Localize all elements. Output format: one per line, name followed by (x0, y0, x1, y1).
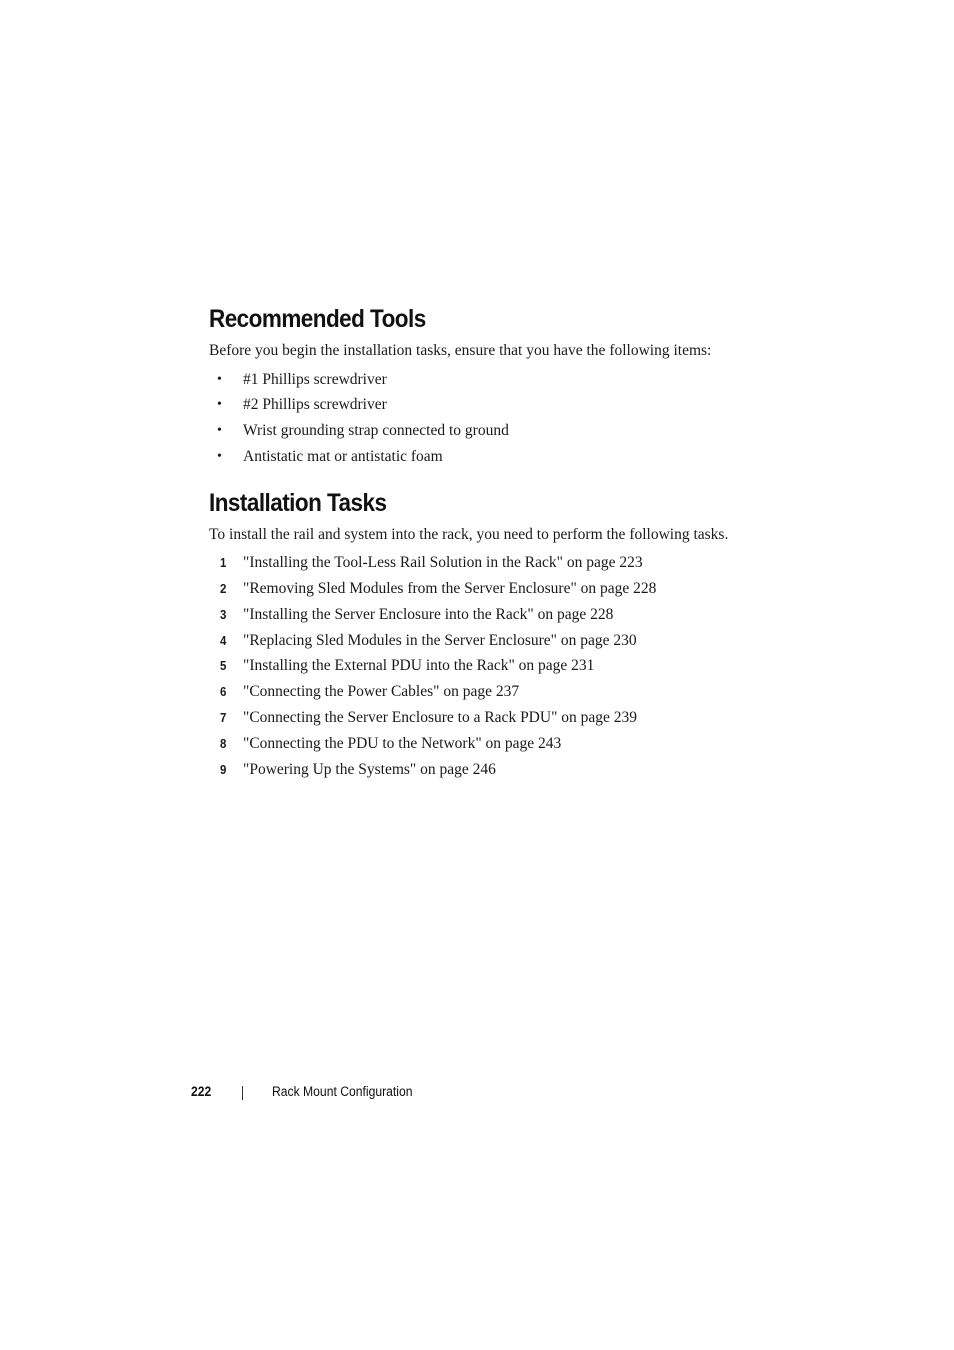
step-number: 8 (220, 735, 227, 751)
step-link[interactable]: "Installing the Tool-Less Rail Solution in the Rack" on page 223 (243, 554, 643, 572)
task-step (209, 602, 729, 628)
page-footer (0, 1084, 954, 1104)
page-content (209, 304, 729, 782)
bullet-icon: • (217, 423, 222, 439)
list-item-text: Antistatic mat or antistatic foam (243, 447, 443, 465)
list-item (209, 392, 729, 418)
page-number: 222 (191, 1084, 212, 1099)
step-number: 1 (220, 555, 227, 571)
task-step (209, 757, 729, 783)
list-item-text: Wrist grounding strap connected to ground (243, 422, 509, 440)
section-intro: Before you begin the installation tasks, ensure that you have the following items: (209, 342, 712, 359)
step-link[interactable]: "Installing the Server Enclosure into the Rack" on page 228 (243, 605, 614, 623)
step-number: 3 (220, 606, 227, 622)
task-step (209, 731, 729, 757)
list-item (209, 367, 729, 393)
bullet-icon: • (217, 371, 222, 387)
section-heading: Recommended Tools (209, 305, 426, 333)
step-link[interactable]: "Connecting the Server Enclosure to a Rack PDU" on page 239 (243, 708, 638, 726)
list-item (209, 418, 729, 444)
step-number: 6 (220, 684, 227, 700)
footer-chapter-title: Rack Mount Configuration (272, 1084, 413, 1099)
step-number: 7 (220, 709, 227, 725)
step-link[interactable]: "Installing the External PDU into the Rack" on page 231 (243, 657, 595, 675)
step-number: 9 (220, 761, 227, 777)
list-item (209, 444, 729, 470)
footer-divider (242, 1086, 243, 1100)
task-list (209, 550, 729, 782)
step-number: 5 (220, 658, 227, 674)
task-step (209, 576, 729, 602)
task-step (209, 705, 729, 731)
list-item-text: #1 Phillips screwdriver (243, 370, 387, 388)
section-intro: To install the rail and system into the rack, you need to perform the following tasks. (209, 525, 729, 543)
section-installation-tasks (209, 488, 729, 783)
step-link[interactable]: "Connecting the PDU to the Network" on page 243 (243, 734, 562, 752)
section-recommended-tools (209, 304, 729, 470)
section-heading: Installation Tasks (209, 488, 387, 517)
task-step (209, 679, 729, 705)
step-link[interactable]: "Replacing Sled Modules in the Server Enclosure" on page 230 (243, 631, 637, 649)
step-number: 2 (220, 580, 227, 596)
bullet-icon: • (217, 397, 222, 413)
step-link[interactable]: "Powering Up the Systems" on page 246 (243, 760, 496, 778)
step-link[interactable]: "Connecting the Power Cables" on page 237 (243, 683, 520, 701)
step-number: 4 (220, 632, 227, 648)
task-step (209, 628, 729, 654)
task-step (209, 550, 729, 576)
task-step (209, 653, 729, 679)
bullet-icon: • (217, 448, 222, 464)
step-link[interactable]: "Removing Sled Modules from the Server Enclosure" on page 228 (243, 579, 657, 597)
list-item-text: #2 Phillips screwdriver (243, 396, 387, 414)
tools-list (209, 367, 729, 470)
